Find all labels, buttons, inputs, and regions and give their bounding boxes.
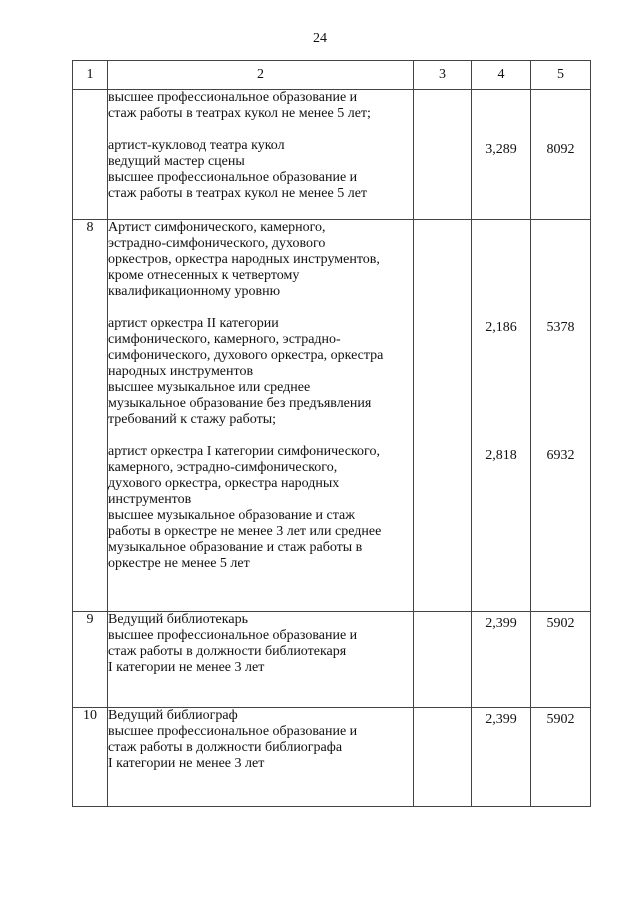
description-line: кроме отнесенных к четвертому (108, 268, 300, 283)
description-line: симфонического, камерного, эстрадно- (108, 332, 341, 347)
description-line: артист оркестра I категории симфонического, (108, 444, 380, 459)
description-line: высшее музыкальное образование и стаж (108, 508, 355, 523)
description-line: квалификационному уровню (108, 284, 281, 299)
description-block (108, 138, 413, 202)
salary-cell (531, 90, 591, 220)
salary-cell (531, 612, 591, 708)
description-block (108, 220, 413, 300)
header-cell-1: 1 (73, 61, 108, 90)
description-line: народных инструментов (108, 364, 254, 379)
salary-cell (531, 708, 591, 807)
salary-table (72, 60, 591, 807)
coefficient-cell (472, 90, 531, 220)
salary-value: 5378 (546, 320, 575, 335)
description-line: работы в оркестре не менее 3 лет или среднее (108, 524, 382, 539)
coefficient-value: 3,289 (485, 142, 517, 157)
salary-value: 6932 (546, 448, 575, 463)
table-row (73, 90, 591, 220)
position-description (108, 612, 414, 708)
coefficient-cell (472, 612, 531, 708)
description-line: духового оркестра, оркестра народных (108, 476, 340, 491)
description-line: высшее музыкальное или среднее (108, 380, 311, 395)
description-line: стаж работы в должности библиотекаря (108, 644, 347, 659)
row-number: 10 (73, 708, 108, 807)
description-line: камерного, эстрадно-симфонического, (108, 460, 338, 475)
coefficient-cell (472, 220, 531, 612)
coefficient-value: 2,186 (485, 320, 517, 335)
description-line: Артист симфонического, камерного, (108, 220, 326, 235)
description-line: симфонического, духового оркестра, оркестра (108, 348, 384, 363)
row-number: 9 (73, 612, 108, 708)
position-description (108, 708, 414, 807)
description-block (108, 708, 413, 772)
empty-cell (414, 708, 472, 807)
description-line: I категории не менее 3 лет (108, 756, 265, 771)
row-number (73, 90, 108, 220)
description-line: I категории не менее 3 лет (108, 660, 265, 675)
description-line: эстрадно-симфонического, духового (108, 236, 326, 251)
description-line: требований к стажу работы; (108, 412, 276, 427)
coefficient-value: 2,399 (485, 712, 517, 727)
description-line: высшее профессиональное образование и (108, 724, 358, 739)
description-line: высшее профессиональное образование и (108, 628, 358, 643)
description-block (108, 444, 413, 572)
header-cell-5: 5 (531, 61, 591, 90)
description-line: стаж работы в театрах кукол не менее 5 лет; (108, 106, 371, 121)
header-cell-3: 3 (414, 61, 472, 90)
description-line: высшее профессиональное образование и (108, 90, 358, 105)
description-line: высшее профессиональное образование и (108, 170, 358, 185)
header-cell-2: 2 (108, 61, 414, 90)
table-row (73, 708, 591, 807)
row-number: 8 (73, 220, 108, 612)
description-line: инструментов (108, 492, 192, 507)
table-row (73, 612, 591, 708)
description-line: оркестре не менее 5 лет (108, 556, 250, 571)
description-line: артист-кукловод театра кукол (108, 138, 285, 153)
description-line: музыкальное образование без предъявления (108, 396, 372, 411)
description-block (108, 90, 413, 122)
coefficient-value: 2,399 (485, 616, 517, 631)
description-line: ведущий мастер сцены (108, 154, 245, 169)
header-row (73, 61, 591, 90)
description-line: Ведущий библиограф (108, 708, 238, 723)
description-line: оркестров, оркестра народных инструментов, (108, 252, 380, 267)
header-cell-4: 4 (472, 61, 531, 90)
table-row (73, 220, 591, 612)
description-line: музыкальное образование и стаж работы в (108, 540, 363, 555)
description-line: стаж работы в театрах кукол не менее 5 лет (108, 186, 368, 201)
empty-cell (414, 90, 472, 220)
description-line: Ведущий библиотекарь (108, 612, 248, 627)
salary-value: 5902 (546, 616, 575, 631)
position-description (108, 220, 414, 612)
description-block (108, 612, 413, 676)
empty-cell (414, 220, 472, 612)
salary-value: 5902 (546, 712, 575, 727)
salary-cell (531, 220, 591, 612)
page-number: 24 (313, 31, 327, 46)
description-block (108, 316, 413, 428)
position-description (108, 90, 414, 220)
empty-cell (414, 612, 472, 708)
salary-value: 8092 (546, 142, 575, 157)
description-line: артист оркестра II категории (108, 316, 279, 331)
coefficient-value: 2,818 (485, 448, 517, 463)
description-line: стаж работы в должности библиографа (108, 740, 343, 755)
coefficient-cell (472, 708, 531, 807)
